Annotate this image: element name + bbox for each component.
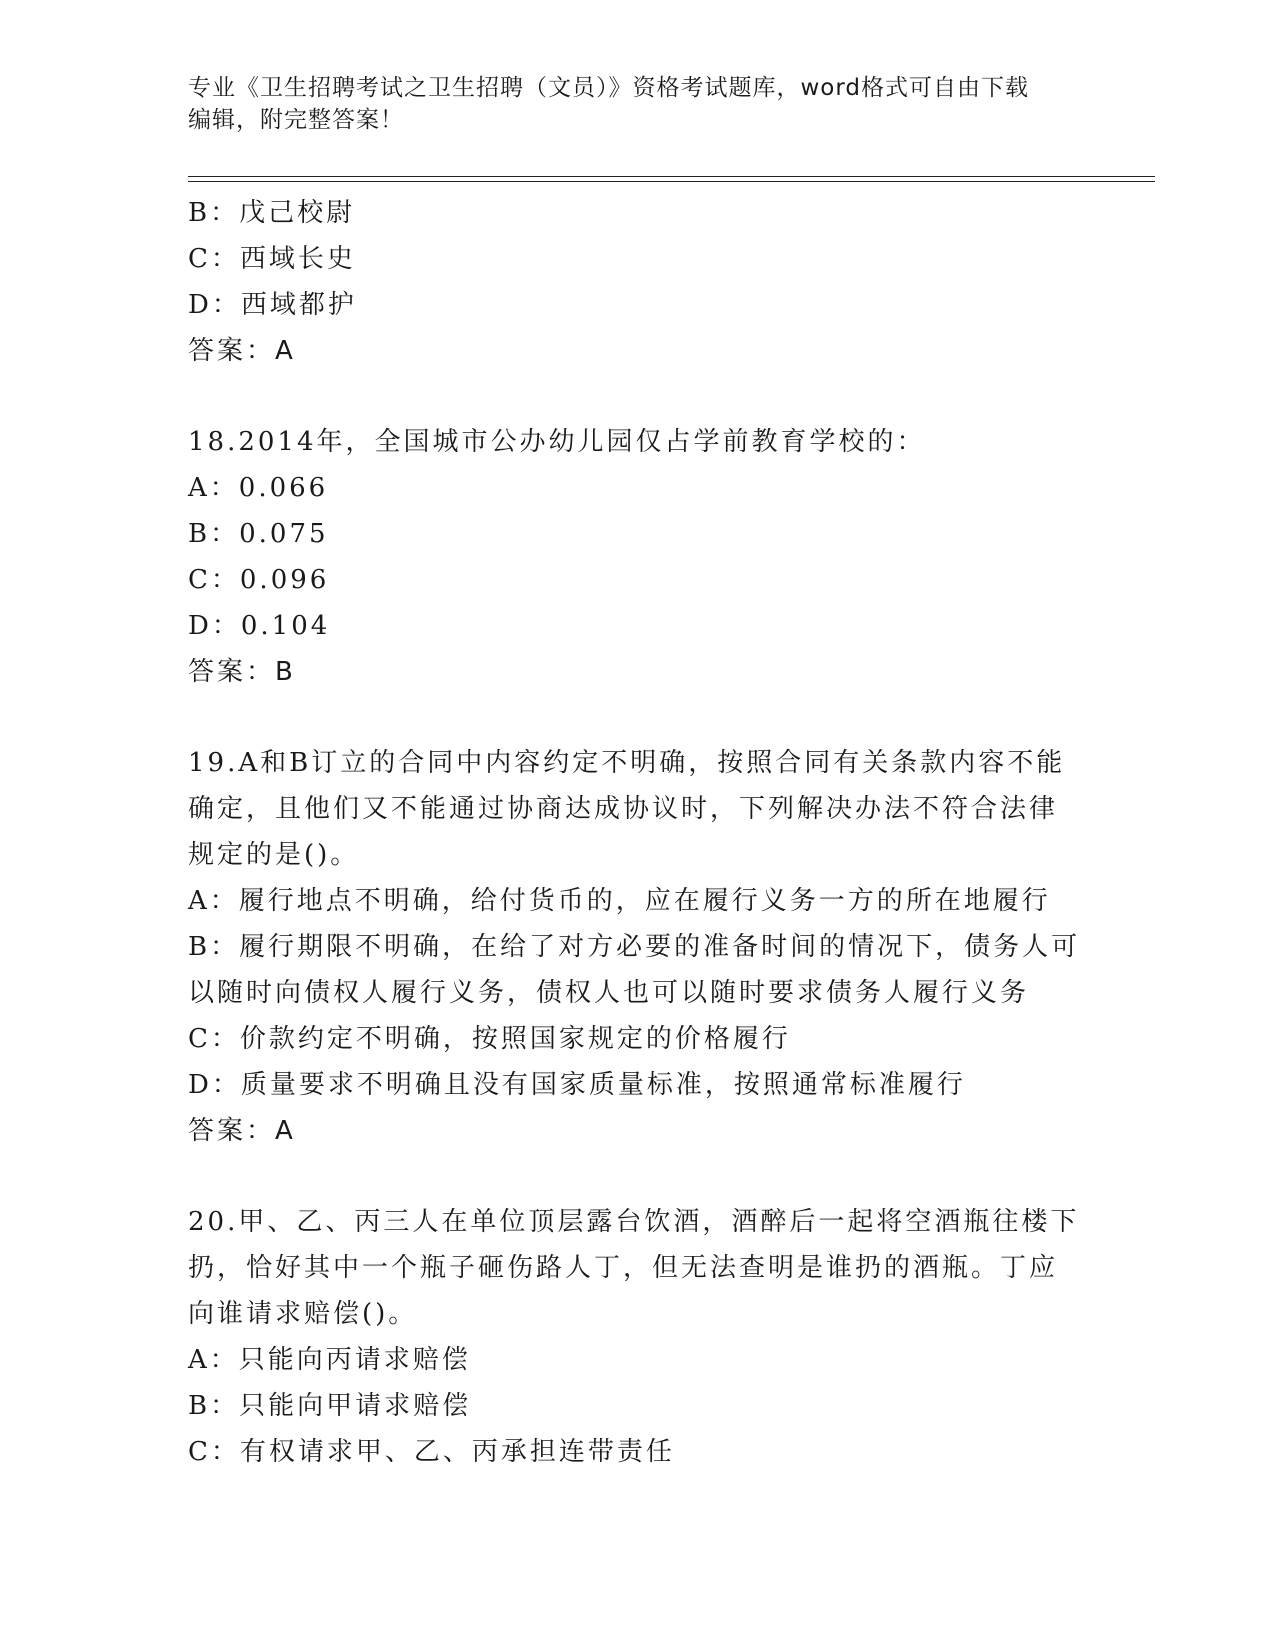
question-content: [188, 190, 1088, 1475]
header-line-2: 编辑，附完整答案！: [188, 107, 404, 133]
q17-answer: 答案：A: [188, 336, 296, 366]
q20-option-b: B：只能向甲请求赔偿: [188, 1391, 472, 1421]
q18-option-d: D：0.104: [188, 611, 331, 641]
q19-stem-line-1: 19.A和B订立的合同中内容约定不明确，按照合同有关条款内容不能: [188, 748, 1066, 778]
spacer: [188, 374, 1088, 419]
q19-option-b-line-2: 以随时向债权人履行义务，债权人也可以随时要求债务人履行义务: [188, 978, 1030, 1008]
q18-stem: 18.2014年，全国城市公办幼儿园仅占学前教育学校的：: [188, 427, 926, 457]
q19-option-b-line-1: B：履行期限不明确，在给了对方必要的准备时间的情况下，债务人可: [188, 932, 1081, 962]
q18-option-a: A：0.066: [188, 473, 329, 503]
q20-stem-line-2: 扔，恰好其中一个瓶子砸伤路人丁，但无法查明是谁扔的酒瓶。丁应: [188, 1253, 1059, 1283]
q20-stem-line-1: 20.甲、乙、丙三人在单位顶层露台饮酒，酒醉后一起将空酒瓶往楼下: [188, 1207, 1080, 1237]
q19-answer: 答案：A: [188, 1116, 296, 1146]
q20-option-a: A：只能向丙请求赔偿: [188, 1345, 471, 1375]
q17-option-b: B：戊己校尉: [188, 198, 356, 228]
q19-option-c: C：价款约定不明确，按照国家规定的价格履行: [188, 1024, 791, 1054]
q17-option-c: C：西域长史: [188, 244, 356, 274]
header-rule-bottom: [188, 181, 1155, 182]
header-rule-top: [188, 176, 1155, 177]
q19-stem-line-2: 确定，且他们又不能通过协商达成协议时，下列解决办法不符合法律: [188, 794, 1059, 824]
document-header: [188, 72, 1088, 136]
q17-option-d: D：西域都护: [188, 290, 357, 320]
q18-answer: 答案：B: [188, 657, 296, 687]
q20-stem-line-3: 向谁请求赔偿()。: [188, 1299, 418, 1329]
q18-option-c: C：0.096: [188, 565, 330, 595]
q19-stem-line-3: 规定的是()。: [188, 840, 360, 870]
spacer: [188, 1154, 1088, 1199]
q18-option-b: B：0.075: [188, 519, 329, 549]
spacer: [188, 695, 1088, 740]
header-line-1: 专业《卫生招聘考试之卫生招聘（文员）》资格考试题库，word格式可自由下载: [188, 75, 1030, 101]
q19-option-d: D：质量要求不明确且没有国家质量标准，按照通常标准履行: [188, 1070, 966, 1100]
q20-option-c: C：有权请求甲、乙、丙承担连带责任: [188, 1437, 675, 1467]
q19-option-a: A：履行地点不明确，给付货币的，应在履行义务一方的所在地履行: [188, 886, 1051, 916]
